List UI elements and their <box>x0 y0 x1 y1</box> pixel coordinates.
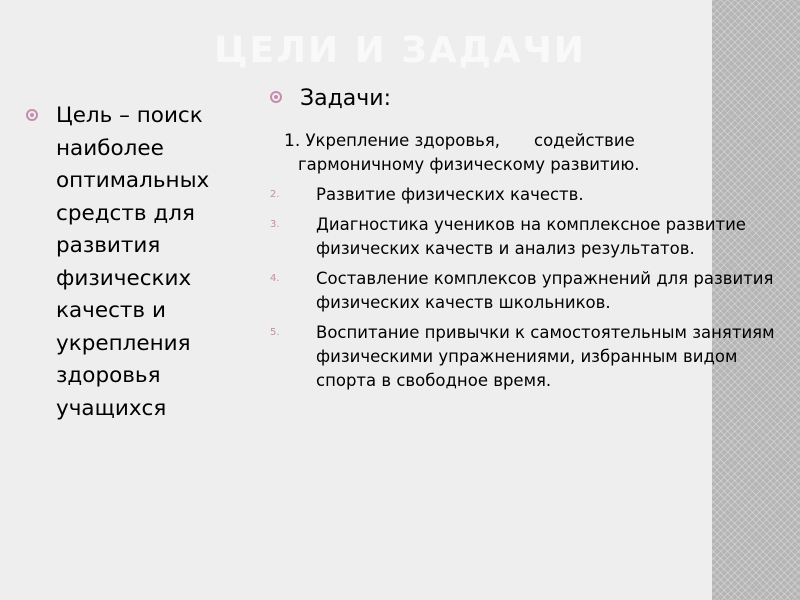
task-number: 4. <box>270 273 280 284</box>
task-number: 5. <box>270 327 280 338</box>
task-text-line2: гармоничному физическому развитию. <box>298 155 640 174</box>
goal-column <box>26 100 256 425</box>
task-number: 1. <box>284 131 301 151</box>
goal-bullet <box>26 100 256 425</box>
tasks-column <box>270 85 795 399</box>
task-number: 2. <box>270 189 280 200</box>
task-item-2 <box>270 183 795 207</box>
tasks-heading: Задачи: <box>300 86 391 111</box>
task-text: Воспитание привычки к самостоятельным занятиям физическими упражнениями, избранным видом спорта в свободное время. <box>316 323 775 390</box>
task-list <box>270 183 795 393</box>
target-icon <box>26 109 38 121</box>
task-item-3 <box>270 213 795 261</box>
slide-title: ЦЕЛИ И ЗАДАЧИ <box>214 30 586 71</box>
task-text: Составление комплексов упражнений для развития физических качеств школьников. <box>316 269 774 312</box>
task-number: 3. <box>270 219 280 230</box>
task-text: Диагностика учеников на комплексное развитие физических качеств и анализ результатов. <box>316 215 746 258</box>
tasks-heading-row <box>270 85 795 113</box>
task-text-line1: Укрепление здоровья, <box>305 131 500 150</box>
target-icon <box>270 91 282 103</box>
task-text: Развитие физических качеств. <box>316 185 584 204</box>
goal-text: Цель – поиск наиболее оптимальных средств для развития физических качеств и укрепления здоровья учащихся <box>56 103 210 421</box>
task-item-5 <box>270 321 795 393</box>
task-item-4 <box>270 267 795 315</box>
task-text-line1-tail: содействие <box>534 131 635 150</box>
task-item-1 <box>284 129 795 177</box>
